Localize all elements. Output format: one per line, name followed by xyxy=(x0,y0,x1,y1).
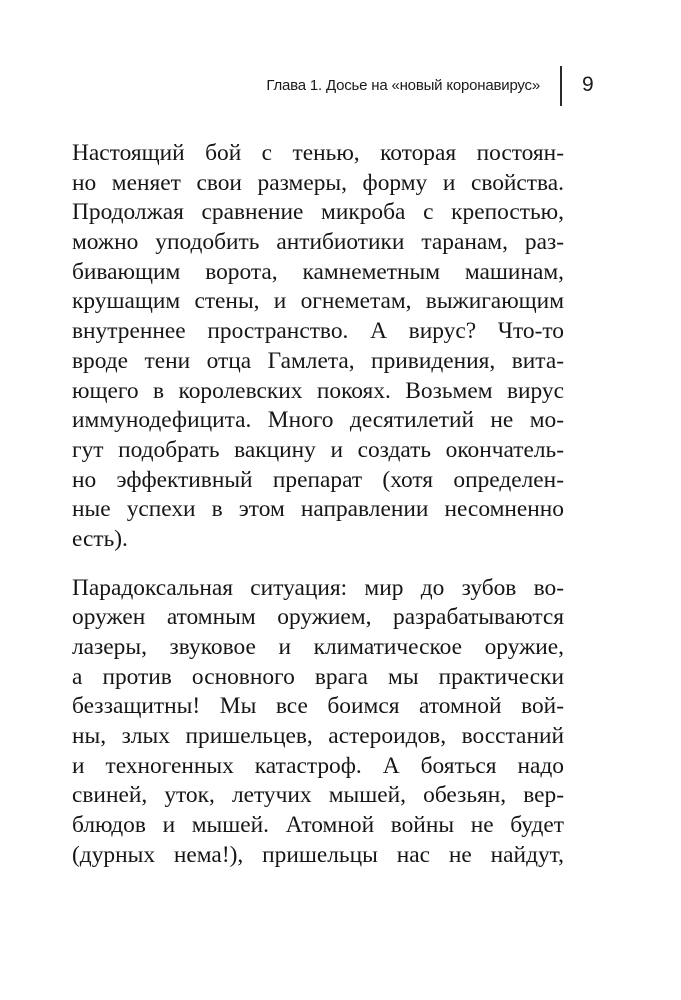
text-line: гут подобрать вакцину и создать окончатель- xyxy=(72,436,564,463)
text-line: вроде тени отца Гамлета, привидения, вита- xyxy=(72,347,564,374)
text-line: но эффективный препарат (хотя определен- xyxy=(72,466,564,493)
page-number: 9 xyxy=(582,73,594,96)
text-line: ные успехи в этом направлении несомненно xyxy=(72,496,564,523)
text-line: блюдов и мышей. Атомной войны не будет xyxy=(72,812,564,839)
text-line: беззащитны! Мы все боимся атомной вой- xyxy=(72,693,564,720)
text-line: есть). xyxy=(72,525,128,552)
text-line: (дурных нема!), пришельцы нас не найдут, xyxy=(72,841,564,868)
header-divider xyxy=(560,66,562,106)
text-line: лазеры, звуковое и климатическое оружие, xyxy=(72,634,564,660)
text-line: Продолжая сравнение микроба с крепостью, xyxy=(72,199,564,226)
text-line: Настоящий бой с тенью, которая постоян- xyxy=(72,140,564,166)
text-line: а против основного врага мы практически xyxy=(72,663,564,690)
paragraph-spacer xyxy=(72,555,564,574)
body-text xyxy=(72,139,564,871)
running-head: Глава 1. Досье на «новый коронавирус» xyxy=(266,77,540,94)
paragraph-2 xyxy=(72,574,564,871)
text-line: внутреннее пространство. А вирус? Что-то xyxy=(72,318,564,345)
text-line: оружен атомным оружием, разрабатываются xyxy=(72,604,564,631)
text-line: но меняет свои размеры, форму и свойства. xyxy=(72,169,564,196)
paragraph-1 xyxy=(72,139,564,555)
text-line: бивающим ворота, камнеметным машинам, xyxy=(72,258,564,285)
text-line: ны, злых пришельцев, астероидов, восстаний xyxy=(72,723,564,750)
text-line: Парадоксальная ситуация: мир до зубов во- xyxy=(72,574,564,601)
text-line: можно уподобить антибиотики таранам, раз- xyxy=(72,229,564,256)
text-line: и техногенных катастроф. А бояться надо xyxy=(72,752,564,779)
text-line: крушащим стены, и огнеметам, выжигающим xyxy=(72,288,564,315)
text-line: иммунодефицита. Много десятилетий не мо- xyxy=(72,407,564,434)
text-line: свиней, уток, летучих мышей, обезьян, вер- xyxy=(72,782,564,809)
text-line: ющего в королевских покоях. Возьмем вирус xyxy=(72,377,564,404)
